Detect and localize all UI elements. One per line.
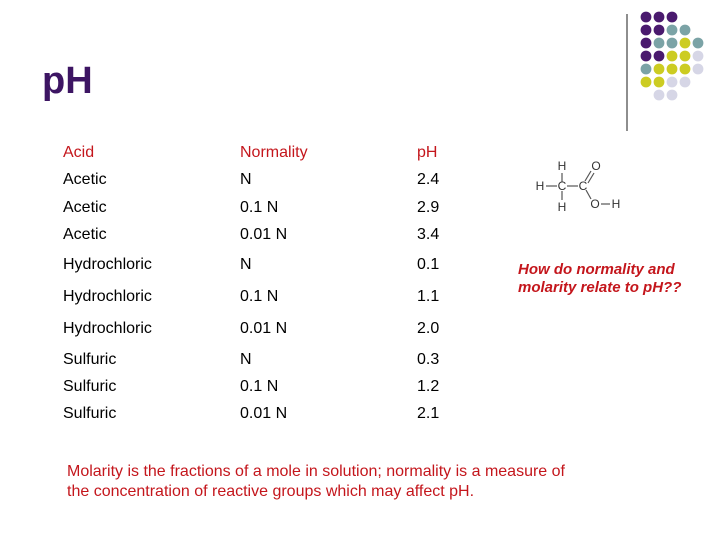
- atom-h-left: H: [535, 179, 545, 193]
- decorative-dot: [654, 25, 665, 36]
- cell-ph: 2.9: [417, 199, 440, 216]
- cell-acid: Hydrochloric: [63, 256, 152, 273]
- decorative-dot: [641, 25, 652, 36]
- cell-ph: 3.4: [417, 226, 440, 243]
- decorative-dot: [654, 38, 665, 49]
- decorative-dot: [693, 38, 704, 49]
- column-header-normality: Normality: [240, 144, 308, 161]
- cell-acid: Sulfuric: [63, 351, 117, 368]
- decorative-dot: [680, 38, 691, 49]
- cell-ph: 2.0: [417, 320, 440, 337]
- decorative-dot: [654, 90, 665, 101]
- decorative-dot: [680, 51, 691, 62]
- decorative-dot: [667, 12, 678, 23]
- atom-c2: C: [578, 179, 588, 193]
- cell-ph: 2.1: [417, 405, 440, 422]
- decorative-dot: [654, 77, 665, 88]
- atom-c1: C: [557, 179, 567, 193]
- column-header-acid: Acid: [63, 144, 95, 161]
- acetic-acid-structure: [532, 158, 632, 216]
- cell-acid: Acetic: [63, 226, 107, 243]
- atom-h-top: H: [557, 159, 567, 173]
- cell-ph: 1.1: [417, 288, 440, 305]
- decorative-dot: [693, 51, 704, 62]
- decorative-dot: [654, 64, 665, 75]
- cell-normality: 0.1 N: [240, 199, 279, 216]
- cell-acid: Acetic: [63, 171, 107, 188]
- decorative-dot: [654, 12, 665, 23]
- molarity-note: Molarity is the fractions of a mole in solution; normality is a measure of the concentration of reactive groups which may affect pH.: [67, 463, 565, 500]
- cell-normality: 0.01 N: [240, 320, 288, 337]
- cell-acid: Sulfuric: [63, 405, 117, 422]
- cell-normality: N: [240, 351, 252, 368]
- cell-normality: 0.01 N: [240, 226, 288, 243]
- cell-ph: 1.2: [417, 378, 440, 395]
- cell-normality: N: [240, 171, 252, 188]
- decorative-dot: [667, 51, 678, 62]
- decorative-dot: [641, 51, 652, 62]
- decorative-dot: [680, 77, 691, 88]
- atom-h-right: H: [611, 197, 621, 211]
- decorative-dot: [667, 25, 678, 36]
- cell-acid: Hydrochloric: [63, 320, 152, 337]
- page-title: pH: [42, 60, 93, 102]
- decorative-dot: [654, 51, 665, 62]
- cell-normality: N: [240, 256, 252, 273]
- decorative-dot: [641, 38, 652, 49]
- cell-ph: 2.4: [417, 171, 440, 188]
- atom-o-top: O: [591, 159, 601, 173]
- decorative-dot: [667, 90, 678, 101]
- cell-acid: Acetic: [63, 199, 107, 216]
- atom-h-bottom: H: [557, 200, 567, 214]
- question-callout: How do normality and molarity relate to pH??: [518, 261, 682, 297]
- decorative-dot: [667, 38, 678, 49]
- cell-normality: 0.1 N: [240, 378, 279, 395]
- decorative-dot: [667, 77, 678, 88]
- cell-acid: Hydrochloric: [63, 288, 152, 305]
- decorative-dot: [641, 12, 652, 23]
- cell-normality: 0.1 N: [240, 288, 279, 305]
- cell-ph: 0.1: [417, 256, 440, 273]
- cell-acid: Sulfuric: [63, 378, 117, 395]
- cell-ph: 0.3: [417, 351, 440, 368]
- atom-o-right: O: [590, 197, 600, 211]
- decorative-vertical-line: [626, 14, 628, 131]
- column-header-ph: pH: [417, 144, 438, 161]
- decorative-dot-grid: [0, 0, 720, 140]
- decorative-dot: [641, 77, 652, 88]
- decorative-dot: [667, 64, 678, 75]
- decorative-dot: [693, 64, 704, 75]
- cell-normality: 0.01 N: [240, 405, 288, 422]
- decorative-dot: [680, 25, 691, 36]
- decorative-dot: [680, 64, 691, 75]
- decorative-dot: [641, 64, 652, 75]
